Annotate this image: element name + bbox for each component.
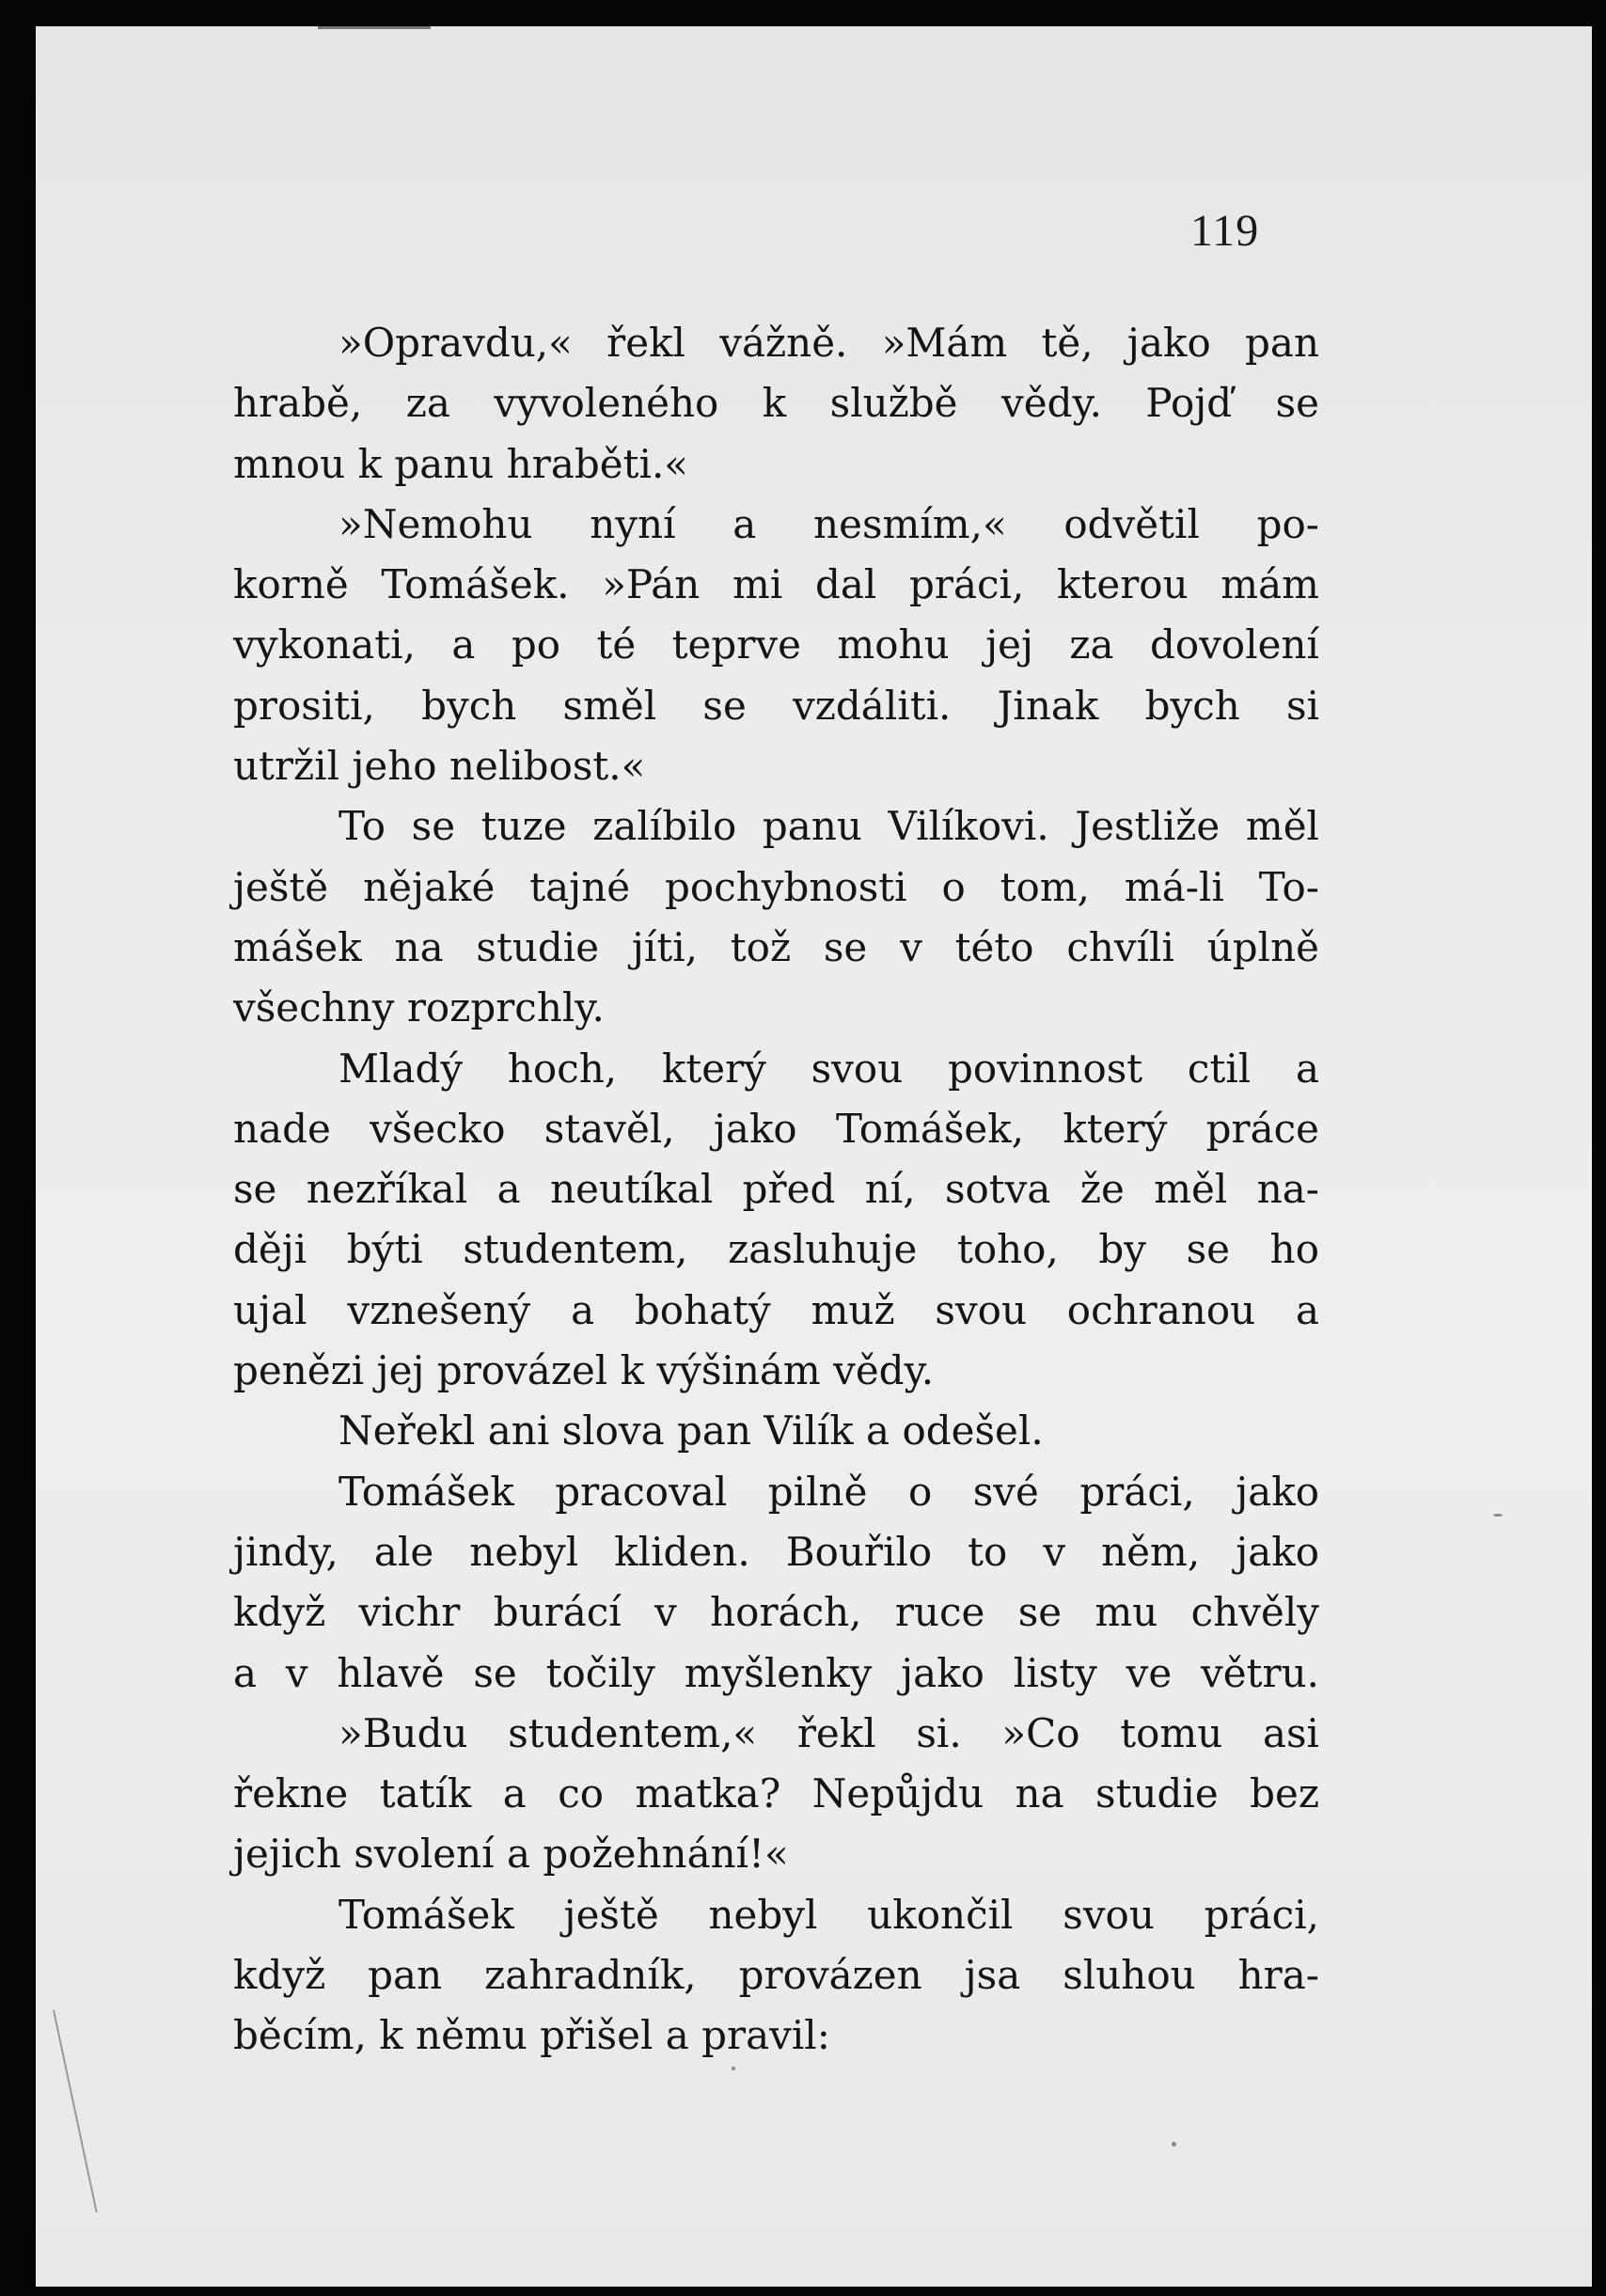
page-edge-mark (318, 26, 431, 29)
text-line: korně Tomášek. »Pán mi dal práci, kterou mám (233, 561, 1319, 608)
text-line: »Opravdu,« řekl vážně. »Mám tě, jako pan (339, 320, 1319, 366)
text-line: »Nemohu nyní a nesmím,« odvětil po- (339, 500, 1319, 547)
text-line: Mladý hoch, který svou povinnost ctil a (339, 1045, 1319, 1092)
text-line: a v hlavě se točily myšlenky jako listy ve větru. (233, 1649, 1319, 1696)
text-line: ještě nějaké tajné pochybnosti o tom, má-li To- (233, 863, 1319, 910)
text-line: mášek na studie jíti, tož se v této chvíli úplně (233, 923, 1319, 970)
paper-scratch (53, 2010, 98, 2213)
text-line: když pan zahradník, provázen jsa sluhou hra- (233, 1952, 1319, 1999)
body-text (233, 313, 1319, 2067)
text-line: ději býti studentem, zasluhuje toho, by se ho (233, 1226, 1319, 1273)
text-line: utržil jeho nelibost.« (233, 743, 646, 790)
text-line: hrabě, za vyvoleného k službě vědy. Pojď se (233, 380, 1319, 427)
text-line: řekne tatík a co matka? Nepůjdu na studie bez (233, 1770, 1319, 1817)
paper-speck (1493, 1514, 1503, 1517)
text-line: mnou k panu hraběti.« (233, 440, 689, 487)
text-line: »Budu studentem,« řekl si. »Co tomu asi (339, 1709, 1319, 1756)
paper-speck (732, 2067, 735, 2070)
text-line: ujal vznešený a bohatý muž svou ochranou a (233, 1286, 1319, 1333)
text-line: se nezříkal a neutíkal před ní, sotva že měl na- (233, 1166, 1319, 1213)
text-line: To se tuze zalíbilo panu Vilíkovi. Jestliže měl (339, 803, 1319, 850)
text-line: jejich svolení a požehnání!« (233, 1831, 789, 1878)
text-line: Neřekl ani slova pan Vilík a odešel. (339, 1407, 1044, 1455)
paper-speck (1172, 2142, 1176, 2147)
text-line: prositi, bych směl se vzdáliti. Jinak bych si (233, 682, 1319, 729)
text-line: nade všecko stavěl, jako Tomášek, který práce (233, 1105, 1319, 1152)
text-line: když vichr burácí v horách, ruce se mu chvěly (233, 1589, 1319, 1636)
page-number: 119 (1190, 206, 1260, 256)
text-line: všechny rozprchly. (233, 984, 605, 1031)
text-line: běcím, k němu přišel a pravil: (233, 2012, 830, 2059)
text-line: vykonati, a po té teprve mohu jej za dovolení (233, 621, 1319, 668)
text-line: jindy, ale nebyl kliden. Bouřilo to v něm, jako (233, 1528, 1319, 1575)
text-line: penězi jej provázel k výšinám vědy. (233, 1347, 935, 1394)
text-line: Tomášek pracoval pilně o své práci, jako (339, 1468, 1319, 1515)
text-line: Tomášek ještě nebyl ukončil svou práci, (339, 1891, 1319, 1938)
book-page (36, 26, 1592, 2287)
